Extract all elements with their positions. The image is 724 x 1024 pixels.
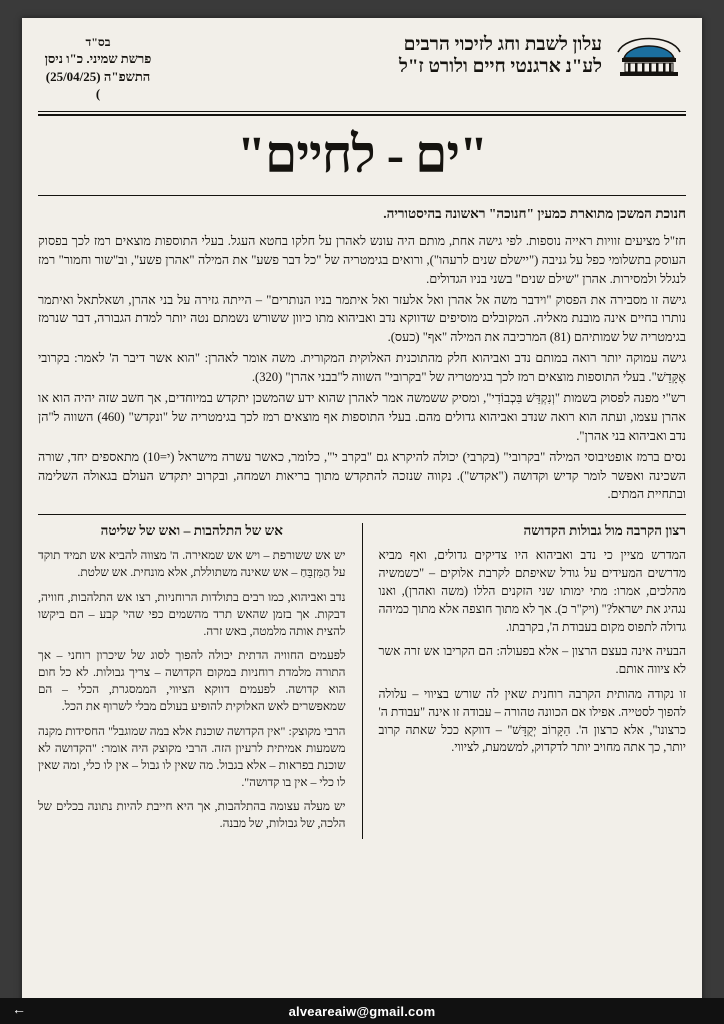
- header-rule-thick: [38, 114, 686, 116]
- body-paragraph: רש"י מפנה לפסוק בשמות "וְנִקְדַּשׁ בִּכְבוֹדִי", ומסיק ששמשה אמר לאהרן שהוא ידע שהמשכן יתקדש במיוחדים, אך חשב שזה יהיה הוא או אהרן עצמו, ועתה הוא רואה שנדב ואביהוא גדולים מהם. בעלי התוספות אף מוצאים רמז לכך בגימטריה של "ונקדש" (460) השווה ל"הן נדב ואביהוא בני אהרן".: [38, 390, 686, 443]
- section-divider-rule: [38, 514, 686, 515]
- masthead: [38, 32, 686, 103]
- publication-title: [399, 34, 602, 79]
- body-paragraph: חז"ל מציעים זוויות ראייה נוספות. לפי גישה אחת, מותם היה עונש לאהרן על חלקו בחטא העגל. בעלי התוספות מוצאים רמז לכך בפסוק העוסק בתשלומי כפל על גניבה ("יישלם שנים לרעהו"), ורואים בגימטריה של "כל דבר פשע" את המילה "אהרן פשע", וב"שור וחמור" רמז לנגלל ולמסירות. אהרן "שילם שנים" בשני בניו הגדולים.: [38, 233, 686, 286]
- column-left-paragraph: יש אש ששורפת – ויש אש שמאירה. ה' מצווה להביא אש תמיד תוקד על הַמִּזְבֵּחַ – אש שאינה משתוללת, אלא מונחית. אש שלטת.: [38, 548, 346, 580]
- column-left-paragraph: לפעמים החוויה הדתית יכולה להפוך לסוג של שיכרון רוחני – אך התורה מלמדת רוחניות במקום הקדושה – צריך גבולות. לא כל חום הוא קדושה. לפעמים דווקא הציווי, הממסגרת, הכלי – הם שמאפשרים לאש האלוקית להופיע בעולם מבלי לשרוף את הכל.: [38, 648, 346, 714]
- column-left-paragraph: יש מעלה עצומה בהתלהבות, אך היא חייבת להיות נתונה בכלים של הלכה, של גבולות, של מבנה.: [38, 799, 346, 831]
- publication-title-line2: לע"נ ארגנטי חיים ולורט ז"ל: [398, 56, 602, 77]
- title-rule: [38, 195, 686, 196]
- column-left-paragraph: הרבי מקוצק: "אין הקדושה שוכנת אלא במה שמוגבל" החסידות מקנה משמעות אמיתית לרעיון הזה. הרבי מקוצק היה אומר: "הקדושה לא שוכנת בפראות – אלא בגבול. מה שאין לו גבול – אין לו כלי, ומה שאין לו כלי – אין בו קדושה".: [38, 723, 346, 789]
- date-paren: ): [95, 86, 101, 102]
- contact-email[interactable]: alveareaiw@gmail.com: [288, 1003, 436, 1019]
- article-body: [38, 232, 686, 504]
- newsletter-sheet: [22, 18, 702, 1006]
- date-block: [38, 32, 158, 103]
- hebrew-gregorian-date: התשפ"ה (25/04/25): [45, 68, 151, 84]
- column-right-paragraph: זו נקודה מהותית הקרבה רוחנית שאין לה שורש בציווי – עלולה להפוך לסטייה. אפילו אם הכוונה טהורה – עבודה זו אינה "עבודת ה' כרצונו", אלא כרצון ה'. הַקָּרוֹב יְקֻדָּשׁ" – דווקא ככל שאתה קרוב יותר, כך אתה מחויב יותר לדקדוק, למשמעת, לציווי.: [378, 686, 686, 755]
- masthead-branding: [399, 32, 686, 80]
- column-divider: [362, 523, 363, 839]
- parasha-label: פרשת שמיני. כ"ו ניסן: [44, 51, 152, 67]
- column-right-paragraph: המדרש מציין כי נדב ואביהוא היו צדיקים גדולים, ואף מביא מדרשים המעידים על גודל שאיפתם לקרבת אלוקים – "כשמשיה מהלכים, אמרו: מתי ימותו שני הזקנים הללו (משה ואהרן), ואנו נגהיג את ישראל?" (ויק"ר כ). אך לא מתוך חוצפה אלא מתוך כמיהה גדולה לתפוס מקום בעבודת ה', בקרבתו.: [378, 548, 686, 634]
- column-left-paragraph: נדב ואביהוא, כמו רבים בתולדות הרוחניות, רצו אש התלהבות, חוויה, דבקות. אך בזמן שהאש תרד מהשמים כפי שהי' קבע – הם ביקשו להצית אותה מלמטה, באש זרה.: [38, 589, 346, 638]
- column-left-heading: אש של התלהבות – ואש של שליטה: [100, 523, 283, 539]
- arrow-left-icon: ←: [12, 1003, 26, 1018]
- header-rule-thin: [38, 111, 686, 112]
- body-paragraph: גישה זו מסבירה את הפסוק "וידבר משה אל אהרן ואל אלעזר ואל איתמר בניו הנותרים" – הייתה גזירה על בני אהרן, ושאלתאל ואיתמר נותרו בחיים אינה מובנת מאליה. המקובלים מוסיפים שדווקא נדב ואביהוא מתו כיוון ששורש נשמתם נטה יותר למדת הגבורה, דבר שנרמז בגימטריה של שמותיהם (81) המרכיבה את המילה "אף" (כעס).: [38, 292, 686, 345]
- footer-bar: [0, 998, 724, 1024]
- besiyata-dishmaya: בס"ד: [85, 35, 111, 49]
- column-right-paragraph: הבעיה אינה בעצם הרצון – אלא בפעולה: הם הקריבו אש זרה אשר לא ציווה אותם.: [378, 644, 686, 677]
- subheading: חנוכת המשכן מתוארת כמעין "חנוכה" ראשונה בהיסטוריה.: [383, 205, 686, 221]
- body-paragraph: נסים ברמז אופטיבוסי המילה "בקרובי" (בקרבי) יכולה להיקרא גם "בקרב י'", כלומר, כאשר עשרה מישראל (י=10) מתאספים יחד, שורה השכינה ואפשר לומר קדיש וקדושה ("אקדש"). נקווה שנזכה להתקדש מתוך בריאות ושמחה, ובקרוב יתקדש העולם בגאולה השלימה ובתחיית המתים.: [38, 449, 686, 502]
- dome-building-icon: [612, 32, 686, 80]
- page-title: "ים - לחיים": [237, 126, 487, 184]
- body-paragraph: גישה עמוקה יותר רואה במותם נדב ואביהוא חלק מהתוכנית האלוקית המקורית. משה אומר לאהרן: "הוא אשר דיבר ה' לאמר: בקרובי אֶקָּדֵשׁ". בעלי התוספות מוצאים רמז לכך בגימטריה של "בקרובי" השווה ל"בבני אהרן" (320).: [38, 351, 686, 385]
- two-column-section: [38, 523, 686, 839]
- column-right-heading: רצון הקרבה מול גבולות הקדושה: [523, 523, 686, 539]
- publication-title-line1: עלון לשבת וחג לזיכוי הרבים: [403, 33, 602, 55]
- column-right: [379, 523, 687, 839]
- column-left: [38, 523, 346, 839]
